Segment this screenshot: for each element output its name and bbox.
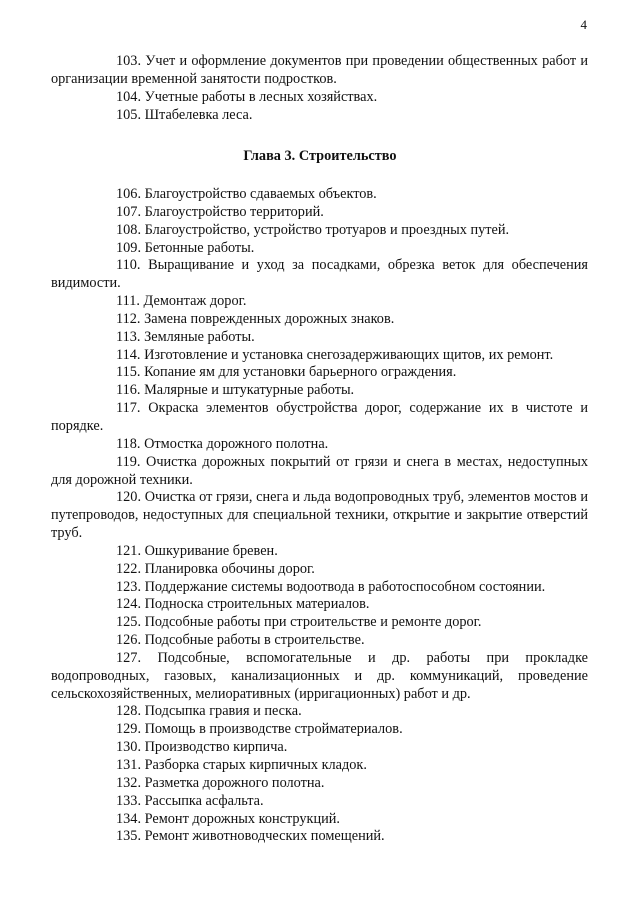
list-item [51,107,588,125]
list-item [51,775,588,793]
list-item [51,436,588,454]
item-number: 107. [116,203,142,220]
list-item [51,240,588,258]
item-number: 119. [116,453,141,470]
item-number: 121. [116,542,142,559]
item-number: 120. [116,489,142,506]
item-number: 111. [116,293,140,310]
list-item [51,293,588,311]
list-item [51,311,588,329]
list-item [51,703,588,721]
item-number: 108. [116,221,142,238]
item-number: 131. [116,757,142,773]
item-number: 104. [116,88,142,105]
list-item [51,382,588,400]
item-number: 132. [116,774,142,791]
list-section-construction [51,186,588,846]
item-text: Замена поврежденных дорожных знаков. [144,310,395,327]
item-text: Подсыпка гравия и песка. [144,703,302,720]
item-text: Копание ям для установки барьерного ограждения. [144,364,457,381]
item-number: 122. [116,560,142,577]
list-item [51,721,588,739]
list-item [51,204,588,222]
item-text: Подсобные работы в строительстве. [144,632,365,649]
list-item [51,561,588,579]
list-item [51,454,588,490]
list-item [51,364,588,382]
item-number: 114. [116,346,141,363]
item-text: Ошкуривание бревен. [144,542,278,559]
item-text: Разборка старых кирпичных кладок. [144,757,367,773]
item-text: Очистка от грязи, снега и льда водопроводных труб, элементов мостов и путепроводов, недоступных для специальной техники, открытие и закрытие отверстий труб. [51,489,588,542]
item-number: 109. [116,239,142,256]
item-text: Ремонт животноводческих помещений. [144,828,385,845]
item-text: Выращивание и уход за посадками, обрезка веток для обеспечения видимости. [51,257,589,292]
item-number: 116. [116,382,141,399]
item-text: Малярные и штукатурные работы. [144,382,355,399]
list-item [51,793,588,811]
list-item [51,739,588,757]
item-text: Рассыпка асфальта. [144,792,264,809]
item-text: Очистка дорожных покрытий от грязи и снега в местах, недоступных для дорожной техники. [51,453,588,488]
item-text: Производство кирпича. [144,739,288,756]
item-text: Поддержание системы водоотвода в работоспособном состоянии. [144,578,546,595]
list-item [51,828,588,846]
item-text: Разметка дорожного полотна. [144,774,325,791]
item-number: 128. [116,703,142,720]
item-number: 134. [116,810,142,827]
item-text: Отмостка дорожного полотна. [144,435,329,452]
item-text: Штабелевка леса. [144,106,253,123]
item-text: Бетонные работы. [144,239,255,256]
item-number: 124. [116,596,142,613]
item-text: Окраска элементов обустройства дорог, содержание их в чистоте и порядке. [51,400,588,434]
item-number: 123. [116,578,142,595]
list-item [51,596,588,614]
list-item [51,53,588,89]
item-number: 113. [116,328,141,345]
item-number: 106. [116,186,142,202]
list-item [51,400,588,436]
item-number: 130. [116,739,142,756]
page-number: 4 [580,17,587,32]
item-number: 135. [116,828,142,845]
item-text: Благоустройство территорий. [144,203,324,220]
item-number: 112. [116,310,141,327]
item-number: 126. [116,632,142,649]
list-item [51,489,588,543]
item-text: Земляные работы. [144,328,255,345]
list-section-top [51,53,588,124]
list-item [51,757,588,775]
item-number: 117. [116,400,141,417]
item-text: Подсобные работы при строительстве и ремонте дорог. [144,614,482,631]
item-text: Изготовление и установка снегозадерживающих щитов, их ремонт. [144,346,554,363]
item-text: Учет и оформление документов при проведении общественных работ и организации временной занятости подростков. [51,53,588,87]
item-number: 110. [116,257,141,274]
item-text: Помощь в производстве стройматериалов. [144,721,403,738]
item-text: Подсобные, вспомогательные и др. работы при прокладке водопроводных, газовых, канализационных и др. коммуникаций, проведение сельскохозяйственных, мелиоративных (ирригационных) работ и др. [51,649,588,702]
item-text: Ремонт дорожных конструкций. [144,810,340,827]
item-text: Подноска строительных материалов. [144,596,370,613]
item-text: Демонтаж дорог. [143,293,247,310]
list-item [51,650,588,704]
item-number: 115. [116,364,141,381]
list-item [51,89,588,107]
item-text: Учетные работы в лесных хозяйствах. [144,88,378,105]
item-number: 118. [116,435,141,452]
item-number: 127. [116,649,142,666]
list-item [51,543,588,561]
item-number: 105. [116,106,142,123]
list-item [51,257,588,293]
list-item [51,614,588,632]
item-number: 129. [116,721,142,738]
item-text: Благоустройство сдаваемых объектов. [144,186,377,202]
list-item [51,222,588,240]
list-item [51,347,588,365]
list-item [51,329,588,347]
list-item [51,632,588,650]
chapter-title: Глава 3. Строительство [243,148,397,164]
item-number: 103. [116,53,142,69]
item-text: Благоустройство, устройство тротуаров и проездных путей. [144,221,510,238]
item-text: Планировка обочины дорог. [144,560,315,577]
item-number: 133. [116,792,142,809]
list-item [51,186,588,204]
list-item [51,579,588,597]
list-item [51,811,588,829]
item-number: 125. [116,614,142,631]
